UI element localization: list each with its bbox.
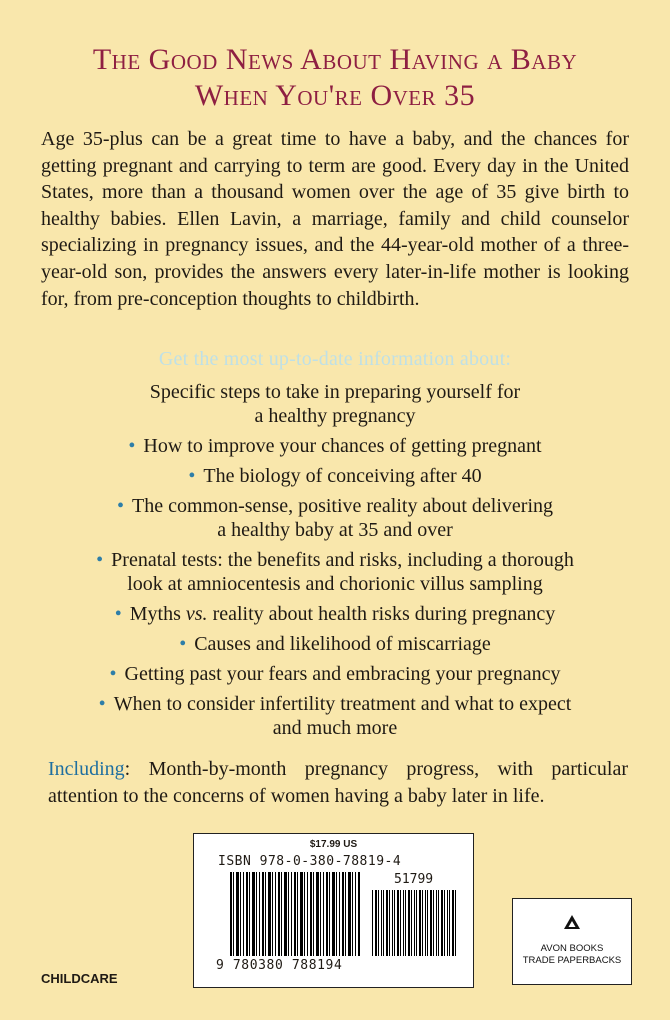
price-addon-code: 51799 (394, 872, 434, 887)
feature-item: • Getting past your fears and embracing your pregnancy (109, 663, 561, 685)
including-paragraph (48, 756, 628, 810)
ean-number: 9 780380 788194 (216, 958, 343, 973)
bullet-icon: • (98, 693, 106, 715)
barcode-bars (230, 872, 360, 956)
publisher-imprint: TRADE PAPERBACKS (522, 955, 622, 966)
intro-paragraph: Age 35-plus can be a great time to have a baby, and the chances for getting pregnant and carrying to term are good. Every day in the United States, more than a thousand women over the age of 35 give birth to healthy babies. Ellen Lavin, a marriage, family and child counselor specializing in pregnancy issues, and the 44-year-old mother of a three-year-old son, provides the answers every later-in-life mother is looking for, from pre-conception thoughts to childbirth. (41, 128, 629, 310)
feature-item: • The common-sense, positive reality about delivering a healthy baby at 35 and over (116, 495, 553, 541)
feature-item: • How to improve your chances of getting pregnant (128, 435, 542, 457)
price-label: $17.99 US (309, 839, 358, 850)
addon-barcode-bars (372, 890, 457, 956)
feature-item: Specific steps to take in preparing yourself for a healthy pregnancy (149, 381, 521, 427)
feature-item: • Prenatal tests: the benefits and risks, including a thorough look at amniocentesis and chorionic villus sampling (96, 549, 574, 595)
book-title (0, 42, 670, 114)
category-label: CHILDCARE (41, 971, 118, 986)
avon-logo-icon (564, 915, 580, 933)
title-line-1: The Good News About Having a Baby (92, 43, 578, 76)
bullet-icon: • (114, 603, 122, 625)
publisher-name: AVON BOOKS (540, 943, 604, 954)
feature-list (0, 380, 670, 746)
bullet-icon: • (109, 663, 117, 685)
isbn-label: ISBN 978-0-380-78819-4 (218, 854, 402, 869)
feature-item: • Causes and likelihood of miscarriage (179, 633, 491, 655)
feature-item: • Myths vs. reality about health risks during pregnancy (114, 603, 556, 625)
including-text: : Month-by-month pregnancy progress, with particular attention to the concerns of women having a baby later in life. (48, 758, 628, 807)
publisher-box (512, 898, 632, 985)
bullet-icon: • (96, 549, 104, 571)
bullet-icon: • (188, 465, 196, 487)
barcode-box (193, 833, 474, 988)
feature-lead: Get the most up-to-date information about: (158, 348, 512, 370)
bullet-icon: • (179, 633, 187, 655)
bullet-icon: • (128, 435, 136, 457)
bullet-icon: • (116, 495, 124, 517)
feature-item: • When to consider infertility treatment and what to expect and much more (98, 693, 572, 739)
including-label: Including (48, 758, 125, 780)
feature-item: • The biology of conceiving after 40 (188, 465, 482, 487)
title-line-2: When You're Over 35 (194, 79, 476, 112)
